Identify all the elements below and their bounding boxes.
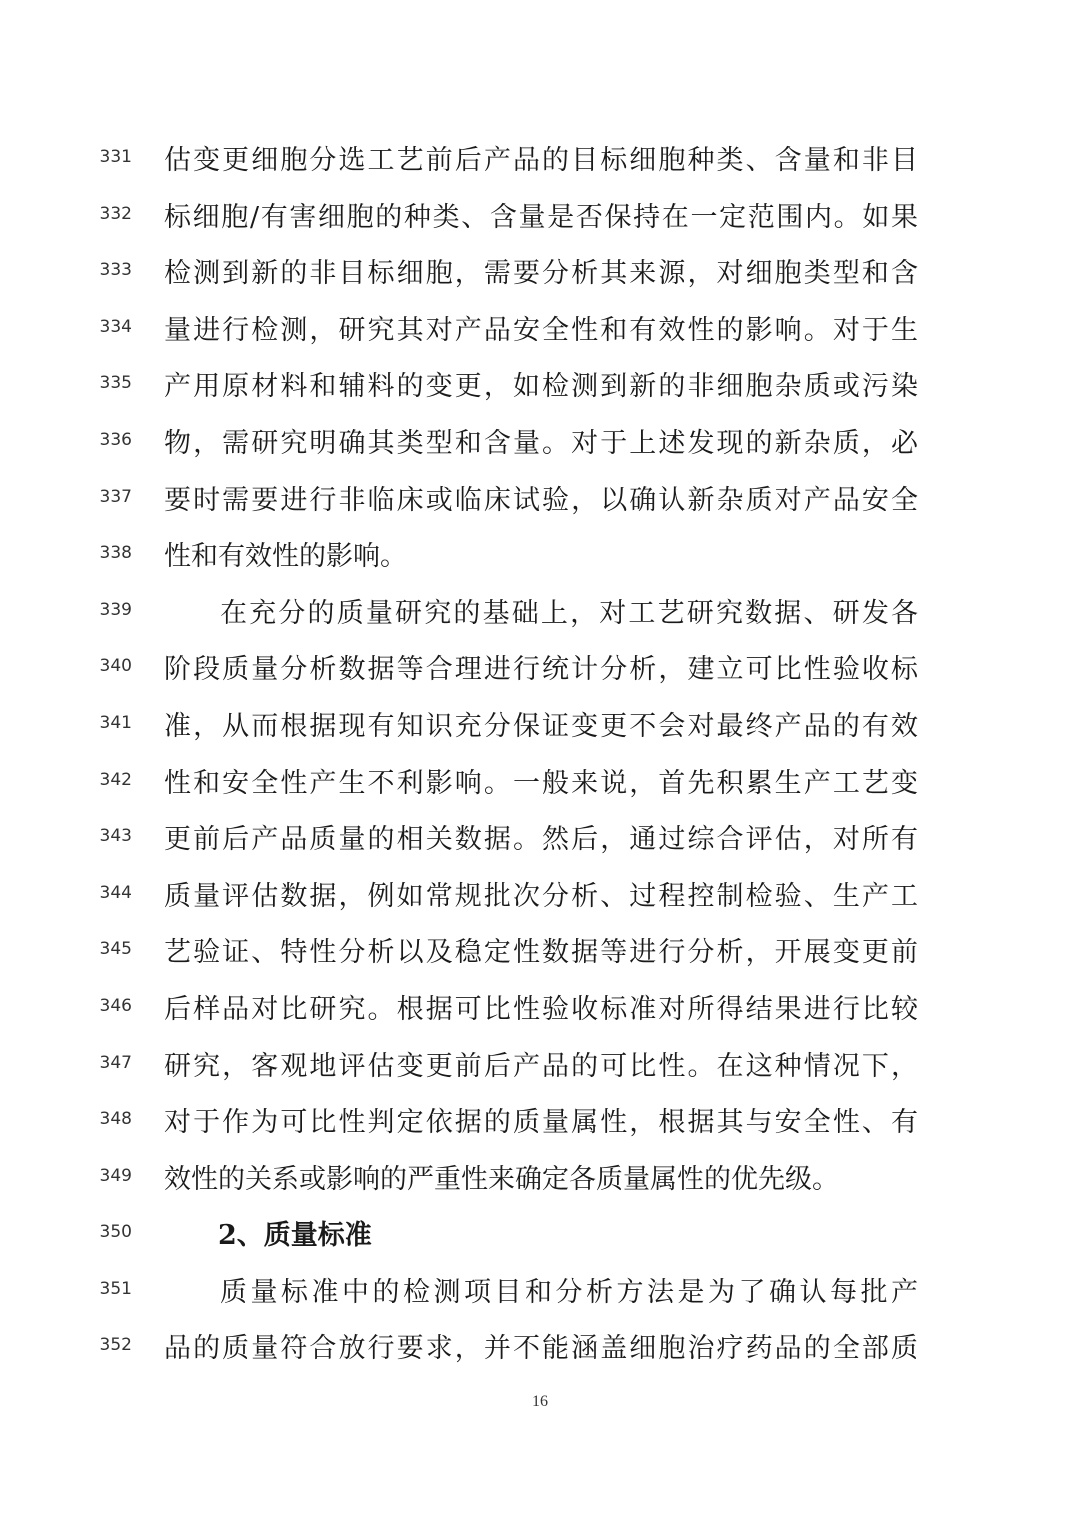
line-text: 品的质量符合放行要求，并不能涵盖细胞治疗药品的全部质 (164, 1333, 918, 1365)
line-text: 检测到新的非目标细胞，需要分析其来源，对细胞类型和含 (164, 258, 918, 290)
section-heading: 2、质量标准 (218, 1220, 372, 1252)
line-number: 341 (99, 712, 132, 733)
line-number: 346 (99, 995, 132, 1016)
text-line (0, 416, 1080, 473)
text-line (0, 869, 1080, 926)
paragraph-first-line: 质量标准中的检测项目和分析方法是为了确认每批产 (220, 1276, 918, 1308)
line-number: 347 (99, 1052, 132, 1073)
text-line (0, 1321, 1080, 1378)
text-line (0, 586, 1080, 643)
line-number: 345 (99, 939, 132, 960)
line-text: 物，需研究明确其类型和含量。对于上述发现的新杂质，必 (164, 427, 918, 459)
line-text: 后样品对比研究。根据可比性验收标准对所得结果进行比较 (164, 993, 918, 1025)
line-number: 332 (99, 203, 132, 224)
line-number: 342 (99, 769, 132, 790)
line-number: 333 (99, 260, 132, 281)
line-number: 335 (99, 373, 132, 394)
line-number: 350 (99, 1222, 132, 1243)
text-line (0, 642, 1080, 699)
line-text: 标细胞/有害细胞的种类、含量是否保持在一定范围内。如果 (164, 201, 918, 233)
line-text: 准，从而根据现有知识充分保证变更不会对最终产品的有效 (164, 710, 918, 742)
text-line (0, 756, 1080, 813)
line-number: 339 (99, 599, 132, 620)
line-number: 352 (99, 1335, 132, 1356)
line-text: 产用原材料和辅料的变更，如检测到新的非细胞杂质或污染 (164, 371, 918, 403)
line-text: 性和有效性的影响。 (164, 541, 407, 573)
text-line (0, 359, 1080, 416)
text-line (0, 1208, 1080, 1265)
line-text: 性和安全性产生不利影响。一般来说，首先积累生产工艺变 (164, 767, 918, 799)
line-text: 更前后产品质量的相关数据。然后，通过综合评估，对所有 (164, 824, 918, 856)
text-body (0, 133, 1080, 1378)
text-line (0, 982, 1080, 1039)
line-text: 估变更细胞分选工艺前后产品的目标细胞种类、含量和非目 (164, 145, 918, 176)
line-text: 研究，客观地评估变更前后产品的可比性。在这种情况下， (164, 1050, 918, 1082)
text-line (0, 1095, 1080, 1152)
line-text: 阶段质量分析数据等合理进行统计分析，建立可比性验收标 (164, 654, 918, 686)
text-line (0, 303, 1080, 360)
page-number: 16 (532, 1393, 548, 1410)
line-number: 351 (99, 1278, 132, 1299)
text-line (0, 133, 1080, 190)
text-line (0, 1152, 1080, 1209)
paragraph-first-line: 在充分的质量研究的基础上，对工艺研究数据、研发各 (220, 597, 918, 629)
line-number: 349 (99, 1165, 132, 1186)
text-line (0, 1039, 1080, 1096)
line-number: 338 (99, 543, 132, 564)
text-line (0, 1265, 1080, 1322)
line-number: 331 (99, 147, 132, 167)
line-number: 334 (99, 316, 132, 337)
line-text: 对于作为可比性判定依据的质量属性，根据其与安全性、有 (164, 1107, 918, 1139)
text-line (0, 812, 1080, 869)
text-line (0, 246, 1080, 303)
line-text: 质量评估数据，例如常规批次分析、过程控制检验、生产工 (164, 880, 918, 912)
text-line (0, 699, 1080, 756)
line-text: 艺验证、特性分析以及稳定性数据等进行分析，开展变更前 (164, 937, 918, 969)
line-number: 340 (99, 656, 132, 677)
text-line (0, 473, 1080, 530)
text-line (0, 925, 1080, 982)
line-text: 量进行检测，研究其对产品安全性和有效性的影响。对于生 (164, 314, 918, 346)
line-number: 337 (99, 486, 132, 507)
text-line (0, 529, 1080, 586)
line-number: 348 (99, 1109, 132, 1130)
line-number: 336 (99, 429, 132, 450)
line-text: 效性的关系或影响的严重性来确定各质量属性的优先级。 (164, 1163, 839, 1195)
line-number: 344 (99, 882, 132, 903)
line-number: 343 (99, 826, 132, 847)
text-line (0, 190, 1080, 247)
line-text: 要时需要进行非临床或临床试验，以确认新杂质对产品安全 (164, 484, 918, 516)
